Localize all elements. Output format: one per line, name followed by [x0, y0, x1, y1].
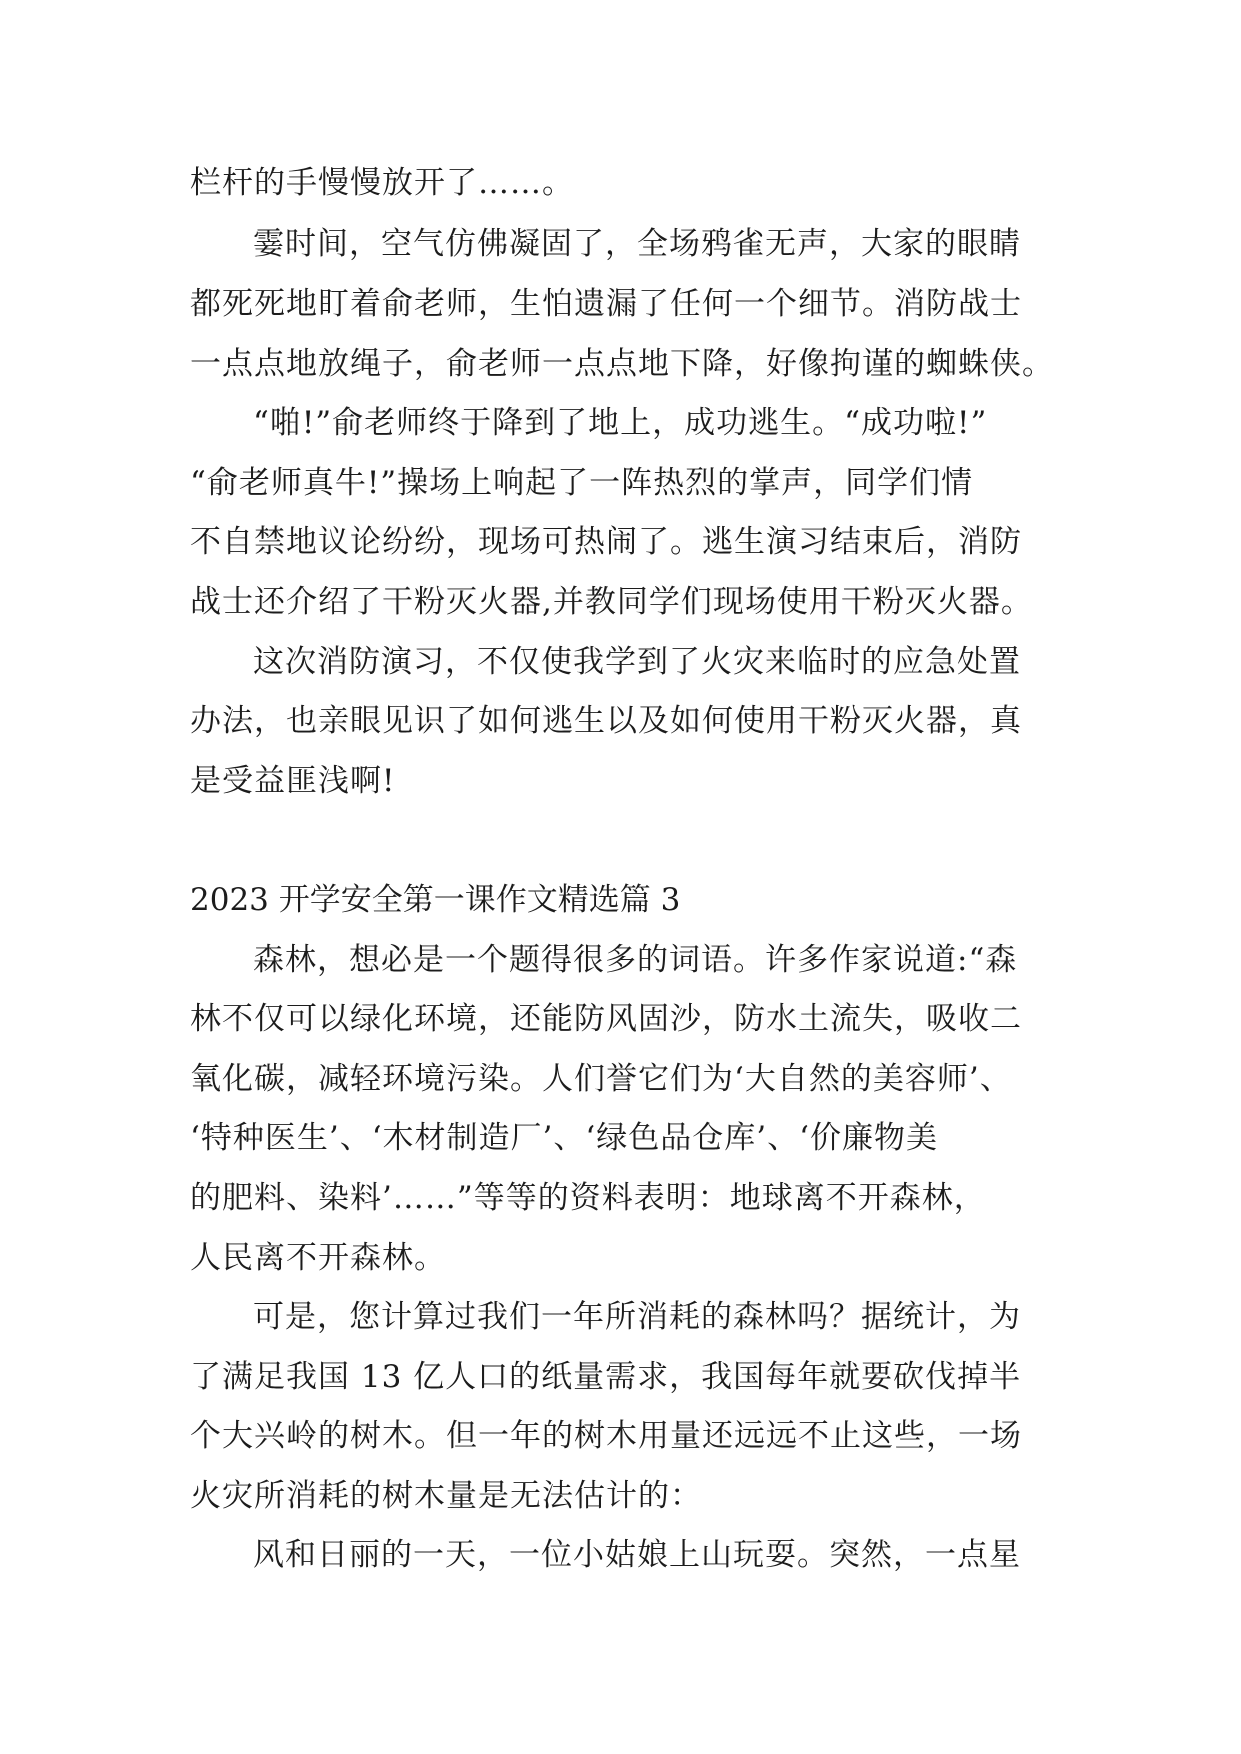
text-line: 战士还介绍了干粉灭火器,并教同学们现场使用干粉灭火器。	[190, 584, 1033, 620]
section-heading: 2023 开学安全第一课作文精选篇 3	[190, 882, 681, 918]
text-line: 是受益匪浅啊!	[190, 763, 396, 799]
text-line: 都死死地盯着俞老师，生怕遗漏了任何一个细节。消防战士	[190, 286, 1022, 322]
text-line: 这次消防演习，不仅使我学到了火灾来临时的应急处置	[253, 644, 1021, 680]
text-line: “俞老师真牛!”操场上响起了一阵热烈的掌声，同学们情	[190, 465, 974, 501]
text-line: 霎时间，空气仿佛凝固了，全场鸦雀无声，大家的眼睛	[253, 226, 1021, 262]
text-line: 一点点地放绳子，俞老师一点点地下降，好像拘谨的蜘蛛侠。	[190, 346, 1054, 382]
text-line: 栏杆的手慢慢放开了……。	[190, 165, 574, 201]
text-line: 了满足我国 13 亿人口的纸量需求，我国每年就要砍伐掉半	[190, 1359, 1022, 1395]
text-line: 个大兴岭的树木。但一年的树木用量还远远不止这些，一场	[190, 1418, 1022, 1454]
text-line: 不自禁地议论纷纷，现场可热闹了。逃生演习结束后，消防	[190, 524, 1022, 560]
text-line: 人民离不开森林。	[190, 1240, 446, 1276]
text-line: 的肥料、染料’……”等等的资料表明：地球离不开森林，	[190, 1180, 986, 1216]
text-line: 可是，您计算过我们一年所消耗的森林吗？据统计，为	[253, 1299, 1021, 1335]
text-line: 森林，想必是一个题得很多的词语。许多作家说道:“森	[253, 942, 1018, 978]
text-line: 火灾所消耗的树木量是无法估计的：	[190, 1478, 702, 1514]
text-line: 氧化碳，减轻环境污染。人们誉它们为‘大自然的美容师’、	[190, 1061, 1012, 1097]
text-line: 风和日丽的一天，一位小姑娘上山玩耍。突然，一点星	[253, 1537, 1021, 1573]
text-line: 林不仅可以绿化环境，还能防风固沙，防水土流失，吸收二	[190, 1001, 1022, 1037]
text-line: ‘特种医生’、‘木材制造厂’、‘绿色品仓库’、‘价廉物美	[190, 1120, 938, 1156]
text-line: “啪!”俞老师终于降到了地上，成功逃生。“成功啦!”	[253, 405, 988, 441]
text-line: 办法，也亲眼见识了如何逃生以及如何使用干粉灭火器，真	[190, 703, 1022, 739]
